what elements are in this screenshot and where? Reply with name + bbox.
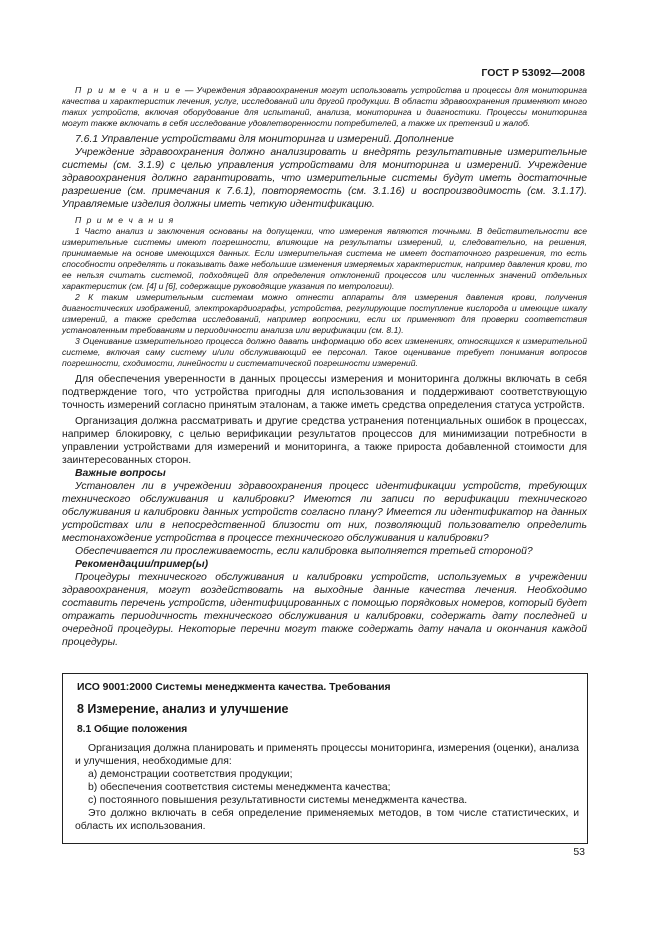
recommendations-text: Процедуры технического обслуживания и калибровки устройств, используемых в учреждении здравоохранения, могут воздействовать на выходные данные качества лечения. Необходимо составить перечень устройств, идентифицированных с помощью порядковых номеров, который будет отражать периодичность технического обслуживания и калибровки, содержать дату последней и очередной процедуры. Некоторые перечни могут также содержать дату начала и окончания каждой процедуры. — [62, 572, 587, 648]
note-paragraph — [62, 85, 587, 129]
paragraph-assurance: Для обеспечения уверенности в данных процессы измерения и мониторинга должны включать в себя подтверждение того, что устройства пригодны для использования и поддерживают соответствующую точность измерений согласно принятым эталонам, а также иметь средства определения статуса устройств. — [62, 374, 587, 411]
iso-box-title: ИСО 9001:2000 Системы менеджмента качества. Требования — [77, 682, 391, 693]
section-81-heading: 8.1 Общие положения — [77, 724, 188, 735]
question-1: Установлен ли в учреждении здравоохранения процесс идентификации устройств, требующих технического обслуживания и калибровки? Имеются ли записи по верификации технического обслуживания и калибровки данных устройств согласно плану? Имеется ли идентификатор на данных устройствах или в непосредственной близости от них, позволяющий пользователю определить местонахождение устройства в процессе технического обслуживания и калибровки? — [62, 481, 587, 544]
note-item-1: 1 Часто анализ и заключения основаны на допущении, что измерения являются точными. В действительности все измерительные системы имеют погрешности, влияющие на результаты измерений, и, следовательно, на решения, принимаемые на основе имеющихся данных. Если измерительная система не имеет достаточного разрешения, то есть способности определять и показывать даже небольшие изменения измеряемых характеристик, например давления крови, то ее нельзя считать системой, подходящей для определения отклонений процессов или численных значений отдельных характеристик (см. [4] и [6], содержащие руководящие указания по метрологии). — [62, 226, 587, 291]
iso-closing: Это должно включать в себя определение применяемых методов, в том числе статистических, и область их использования. — [75, 808, 579, 832]
note-label: П р и м е ч а н и е — [75, 85, 182, 95]
iso-intro: Организация должна планировать и применять процессы мониторинга, измерения (оценки), анализа и улучшения, необходимые для: — [75, 743, 579, 767]
note-item-2: 2 К таким измерительным системам можно отнести аппараты для измерения давления крови, получения диагностических изображений, электрокардиографы, устройства, регулирующие поступление кислорода и имеющие шкалу измерений, а также средства исследований, например вопросники, если их применяют для проверки соответствия установленным требованиям и периодичности анализа или верификации (см. 8.1). — [62, 292, 587, 335]
section-8-heading: 8 Измерение, анализ и улучшение — [77, 702, 289, 716]
iso-9001-box — [62, 673, 588, 844]
iso-list-item-c: с) постоянного повышения результативности системы менеджмента качества. — [88, 795, 468, 806]
section-761-heading: 7.6.1 Управление устройствами для мониторинга и измерений. Дополнение — [75, 134, 454, 145]
main-content — [62, 85, 587, 649]
note-item-3: 3 Оценивание измерительного процесса должно давать информацию обо всех изменениях, относящихся к измерительной системе, включая саму систему и/или обслуживающий ее персонал. Такое оценивание требует понимания вопросов погрешности, сходимости, линейности и систематической погрешности измерений. — [62, 336, 587, 368]
section-761-text: Учреждение здравоохранения должно анализировать и внедрять результативные измерительные системы (см. 3.1.9) с целью управления устройствами для мониторинга и измерений. Учреждение здравоохранения должно гарантировать, что измерительные системы будут иметь достаточные разрешение (см. примечания к 7.6.1), повторяемость (см. 3.1.16) и воспроизводимость (см. 3.1.17). Управляемые изделия должны иметь четкую идентификацию. — [62, 147, 587, 210]
iso-list-item-a: а) демонстрации соответствия продукции; — [88, 769, 293, 780]
document-code: ГОСТ Р 53092—2008 — [481, 67, 585, 79]
page-number: 53 — [573, 846, 585, 858]
notes-label: П р и м е ч а н и я — [75, 215, 175, 225]
questions-heading: Важные вопросы — [75, 468, 166, 479]
iso-list-item-b: b) обеспечения соответствия системы менеджмента качества; — [88, 782, 391, 793]
question-2: Обеспечивается ли прослеживаемость, если калибровка выполняется третьей стороной? — [75, 546, 533, 557]
recommendations-heading: Рекомендации/пример(ы) — [75, 559, 209, 570]
paragraph-error-prevention: Организация должна рассматривать и другие средства устранения потенциальных ошибок в процессах, например блокировку, с целью верификации результатов процессов для минимизации потребности в управлении устройствами для измерений и мониторинга, а также прироста добавленной стоимости для заинтересованных сторон. — [62, 416, 587, 466]
note-text: — Учреждения здравоохранения могут использовать устройства и процессы для мониторинга качества и характеристик лечения, услуг, исследований или другой продукции. В области здравоохранения применяют много таких устройств, включая оборудование для испытаний, анализа, мониторинга и диагностики. Процессы мониторинга могут также включать в себя исследование удовлетворенности потребителей, а также их претензий и жалоб. — [62, 85, 587, 128]
